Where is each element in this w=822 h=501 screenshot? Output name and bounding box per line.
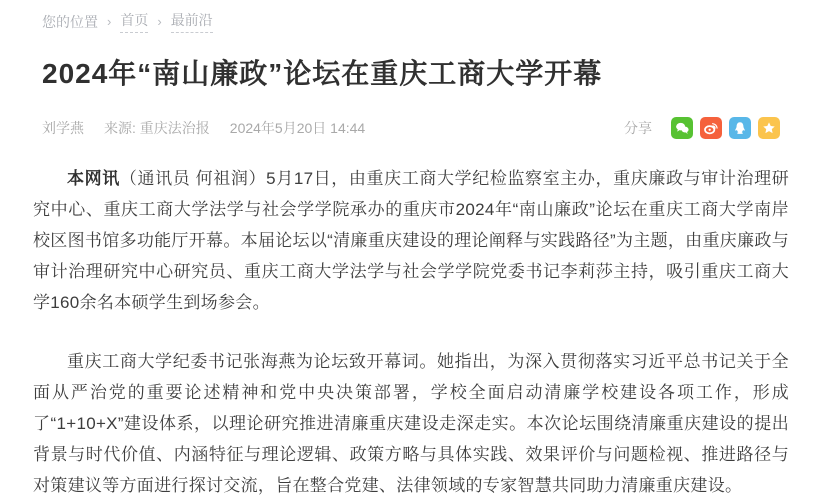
qq-share-button[interactable]	[729, 117, 751, 139]
star-icon	[761, 120, 777, 136]
page-title: 2024年“南山廉政”论坛在重庆工商大学开幕	[42, 58, 603, 89]
article-paragraph	[33, 163, 789, 318]
breadcrumb	[0, 10, 822, 33]
breadcrumb-label: 您的位置	[42, 13, 98, 30]
share-label: 分享	[624, 119, 652, 136]
qq-icon	[732, 120, 748, 136]
qzone-share-button[interactable]	[758, 117, 780, 139]
wechat-share-button[interactable]	[671, 117, 693, 139]
paragraph-text: （通讯员 何祖润）5月17日，由重庆工商大学纪检监察室主办，重庆廉政与审计治理研究中心、重庆工商大学法学与社会学学院承办的重庆市2024年“南山廉政”论坛在重庆工商大学南岸校区图书馆多功能厅开幕。本届论坛以“清廉重庆建设的理论阐释与实践路径”为主题，由重庆廉政与审计治理研究中心研究员、重庆工商大学法学与社会学学院党委书记李莉莎主持，吸引重庆工商大学160余名本硕学生到场参会。	[33, 168, 789, 312]
article-paragraph	[33, 346, 789, 501]
paragraph-lead: 本网讯	[67, 168, 120, 188]
paragraph-text: 重庆工商大学纪委书记张海燕为论坛致开幕词。她指出，为深入贯彻落实习近平总书记关于全面从严治党的重要论述精神和党中央决策部署，学校全面启动清廉学校建设各项工作，形成了“1+10+X”建设体系，以理论研究推进清廉重庆建设走深走实。本次论坛围绕清廉重庆建设的提出背景与时代价值、内涵特征与理论逻辑、政策方略与具体实践、效果评价与问题检视、推进路径与对策建议等方面进行探讨交流，旨在整合党建、法律领域的专家智慧共同助力清廉重庆建设。	[33, 351, 789, 495]
chevron-right-icon: ›	[107, 14, 112, 29]
chevron-right-icon: ›	[157, 14, 162, 29]
publish-date: 2024年5月20日 14:44	[229, 119, 366, 136]
weibo-icon	[703, 120, 719, 136]
breadcrumb-link-home[interactable]: 首页	[120, 10, 148, 33]
author-name: 刘学燕	[42, 119, 84, 136]
wechat-icon	[674, 120, 690, 136]
article-meta	[0, 117, 822, 139]
weibo-share-button[interactable]	[700, 117, 722, 139]
share-bar	[624, 117, 780, 139]
breadcrumb-link-section[interactable]: 最前沿	[171, 10, 213, 33]
source-label: 来源: 重庆法治报	[104, 119, 210, 136]
article-body	[0, 163, 822, 501]
